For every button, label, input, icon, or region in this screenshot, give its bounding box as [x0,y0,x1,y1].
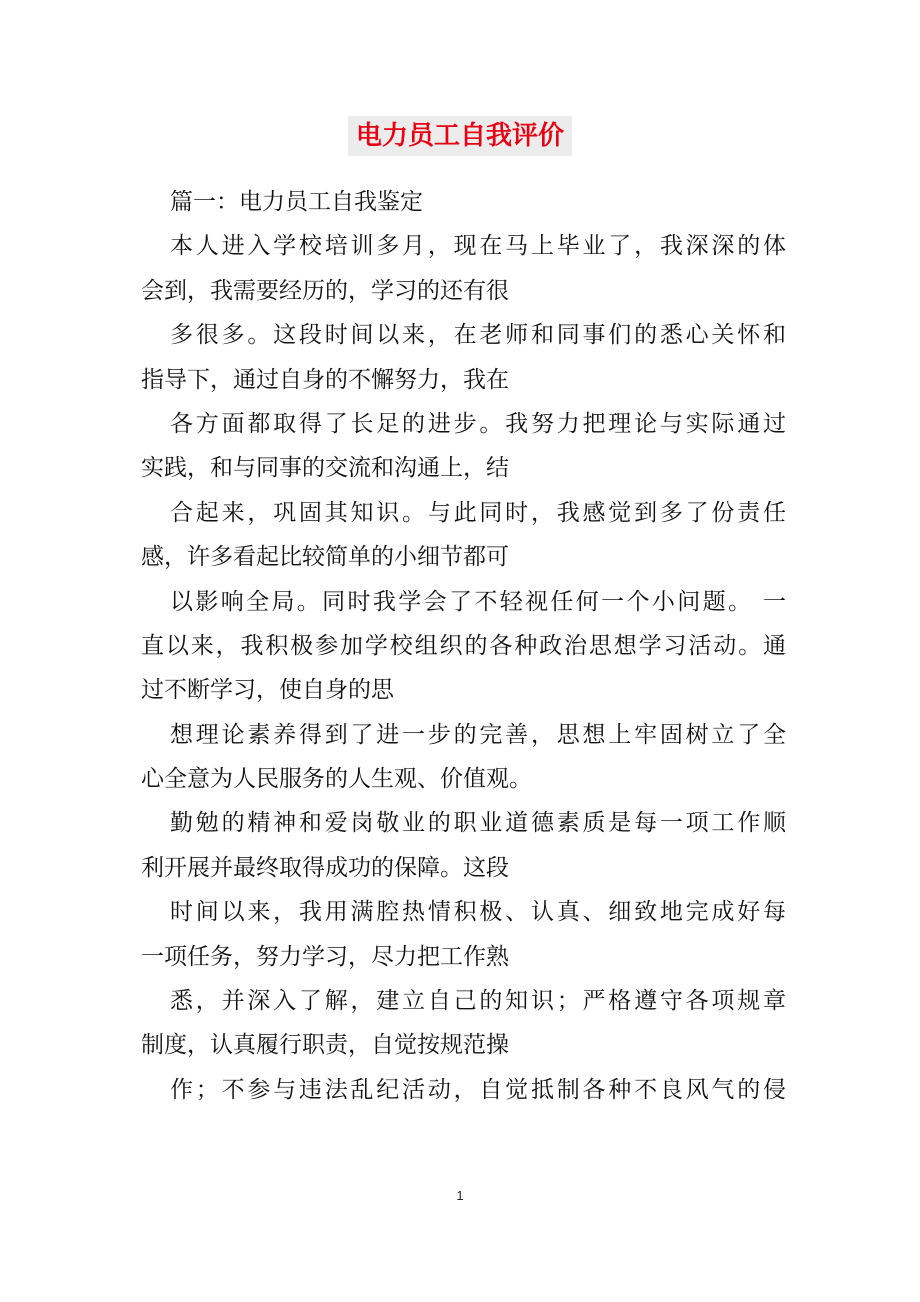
paragraph-line: 合起来，巩固其知识。与此同时，我感觉到多了份责任 [170,499,786,526]
document-title: 电力员工自我评价 [348,116,572,156]
paragraph-line: 直以来，我积极参加学校组织的各种政治思想学习活动。通 [141,632,786,659]
paragraph-line: 想理论素养得到了进一步的完善，思想上牢固树立了全 [170,721,786,748]
paragraph-line: 多很多。这段时间以来，在老师和同事们的悉心关怀和 [170,322,786,349]
paragraph-line: 悉，并深入了解，建立自己的知识；严格遵守各项规章 [170,988,786,1015]
paragraph-line: 一项任务，努力学习，尽力把工作熟 [141,943,509,970]
paragraph-line: 以影响全局。同时我学会了不轻视任何一个小问题。 一 [170,588,786,615]
paragraph-line: 会到，我需要经历的，学习的还有很 [141,277,509,304]
document-body [141,180,786,1112]
paragraph-line: 感，许多看起比较简单的小细节都可 [141,544,509,571]
paragraph-line: 利开展并最终取得成功的保障。这段 [141,854,509,881]
paragraph-line: 篇一：电力员工自我鉴定 [170,189,423,215]
paragraph-line: 本人进入学校培训多月，现在马上毕业了，我深深的体 [170,233,786,260]
paragraph-line: 指导下，通过自身的不懈努力，我在 [141,366,509,393]
paragraph-line: 勤勉的精神和爱岗敬业的职业道德素质是每一项工作顺 [170,810,786,837]
paragraph-line: 实践，和与同事的交流和沟通上，结 [141,455,509,482]
paragraph-line: 时间以来，我用满腔热情积极、认真、细致地完成好每 [170,899,786,926]
paragraph-line: 作；不参与违法乱纪活动，自觉抵制各种不良风气的侵 [170,1076,786,1103]
paragraph-line: 心全意为人民服务的人生观、价值观。 [141,766,532,793]
page-number: 1 [456,1188,464,1203]
paragraph-line: 过不断学习，使自身的思 [141,677,394,704]
paragraph-line: 各方面都取得了长足的进步。我努力把理论与实际通过 [170,410,786,437]
paragraph-line: 制度，认真履行职责，自觉按规范操 [141,1032,509,1059]
